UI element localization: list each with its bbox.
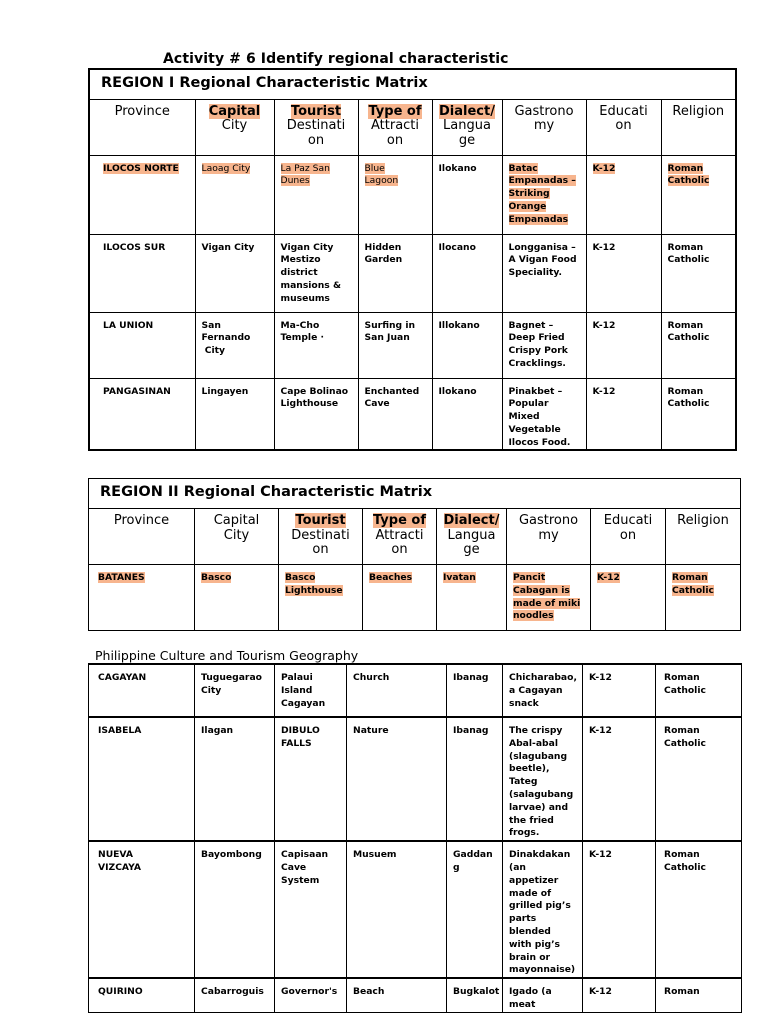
region1-matrix [88, 68, 737, 451]
cell-religion: Roman [656, 978, 742, 1012]
header-dialect: Dialect/ Langua ge [432, 99, 502, 155]
cell-dialect: Gaddan g [447, 841, 503, 978]
cell-province: ILOCOS NORTE [89, 155, 195, 234]
header-province: Province [89, 99, 195, 155]
cell-religion: Roman Catholic [661, 312, 736, 378]
table-row [89, 378, 736, 450]
cell-gastronomy: Chicharabao, a Cagayan snack [503, 664, 583, 717]
cell-attraction: Enchanted Cave [358, 378, 432, 450]
table-row [89, 234, 736, 312]
cell-attraction: Blue Lagoon [358, 155, 432, 234]
cell-province: NUEVA VIZCAYA [89, 841, 195, 978]
cell-province: LA UNION [89, 312, 195, 378]
document-footer: Philippine Culture and Tourism Geography [95, 648, 359, 663]
cell-education: K-12 [586, 312, 661, 378]
cell-dialect: Ilokano [432, 378, 502, 450]
cell-capital: Ilagan [195, 717, 275, 841]
cell-attraction: Beach [347, 978, 447, 1012]
cell-capital: Vigan City [195, 234, 274, 312]
cell-dialect: Ibanag [447, 664, 503, 717]
cell-gastronomy: Pancit Cabagan is made of miki noodles [507, 565, 591, 631]
cell-tourist: Cape Bolinao Lighthouse [274, 378, 358, 450]
header-tourist: Tourist Destinati on [274, 99, 358, 155]
cell-tourist: Basco Lighthouse [279, 565, 363, 631]
cell-religion: Roman Catholic [661, 234, 736, 312]
table-row [89, 155, 736, 234]
cell-religion: Roman Catholic [656, 664, 742, 717]
cell-tourist: Ma-Cho Temple · [274, 312, 358, 378]
cell-tourist: DIBULO FALLS [275, 717, 347, 841]
cell-education: K-12 [583, 978, 656, 1012]
cell-attraction: Hidden Garden [358, 234, 432, 312]
cell-education: K-12 [586, 378, 661, 450]
table-row [89, 841, 742, 978]
cell-province: ISABELA [89, 717, 195, 841]
header-education: Educati on [591, 509, 666, 565]
region2-matrix [88, 478, 741, 631]
cell-gastronomy: The crispy Abal-abal (slagubang beetle), Tateg (salagubang larvae) and the fried frogs. [503, 717, 583, 841]
table-row [89, 312, 736, 378]
cell-gastronomy: Bagnet – Deep Fried Crispy Pork Cracklings. [502, 312, 586, 378]
header-tourist: Tourist Destinati on [279, 509, 363, 565]
cell-tourist: Capisaan Cave System [275, 841, 347, 978]
header-capital: Capital City [195, 509, 279, 565]
cell-gastronomy: Pinakbet – Popular Mixed Vegetable Ilocos Food. [502, 378, 586, 450]
cell-religion: Roman Catholic [656, 717, 742, 841]
header-education: Educati on [586, 99, 661, 155]
cell-tourist: Vigan City Mestizo district mansions & museums [274, 234, 358, 312]
cell-capital: Laoag City [195, 155, 274, 234]
cell-dialect: Ilokano [432, 155, 502, 234]
cell-province: PANGASINAN [89, 378, 195, 450]
cell-capital: Bayombong [195, 841, 275, 978]
header-gastronomy: Gastrono my [502, 99, 586, 155]
region1-header-row [89, 99, 736, 155]
table-row [89, 664, 742, 717]
region1-title: REGION I Regional Characteristic Matrix [89, 69, 736, 99]
cell-capital: San Fernando City [195, 312, 274, 378]
table-row [89, 717, 742, 841]
cell-gastronomy: Longganisa – A Vigan Food Speciality. [502, 234, 586, 312]
cell-tourist: Palaui Island Cagayan [275, 664, 347, 717]
activity-title: Activity # 6 Identify regional characteristic [163, 51, 509, 67]
cell-education: K-12 [583, 841, 656, 978]
cell-dialect: Bugkalot [447, 978, 503, 1012]
header-type: Type of Attracti on [358, 99, 432, 155]
header-dialect: Dialect/ Langua ge [437, 509, 507, 565]
cell-attraction: Beaches [363, 565, 437, 631]
header-religion: Religion [661, 99, 736, 155]
header-province: Province [89, 509, 195, 565]
table-row [89, 978, 742, 1012]
cell-religion: Roman Catholic [666, 565, 741, 631]
cell-capital: Cabarroguis [195, 978, 275, 1012]
cell-capital: Tuguegarao City [195, 664, 275, 717]
cell-province: ILOCOS SUR [89, 234, 195, 312]
cell-province: QUIRINO [89, 978, 195, 1012]
region2-title: REGION II Regional Characteristic Matrix [89, 479, 741, 509]
cell-gastronomy: Dinakdakan (an appetizer made of grilled pig’s parts blended with pig’s brain or mayonnaise) [503, 841, 583, 978]
cell-religion: Roman Catholic [661, 378, 736, 450]
cell-education: K-12 [583, 717, 656, 841]
cell-dialect: Ibanag [447, 717, 503, 841]
header-gastronomy: Gastrono my [507, 509, 591, 565]
cell-capital: Basco [195, 565, 279, 631]
table-row [89, 565, 741, 631]
cell-dialect: Ivatan [437, 565, 507, 631]
cell-tourist: La Paz San Dunes [274, 155, 358, 234]
header-type: Type of Attracti on [363, 509, 437, 565]
cell-dialect: Illokano [432, 312, 502, 378]
cell-attraction: Nature [347, 717, 447, 841]
cell-attraction: Musuem [347, 841, 447, 978]
header-capital: Capital City [195, 99, 274, 155]
region2-continuation [88, 663, 742, 1013]
cell-gastronomy: Igado (a meat [503, 978, 583, 1012]
cell-education: K-12 [591, 565, 666, 631]
region2-header-row [89, 509, 741, 565]
cell-education: K-12 [586, 234, 661, 312]
cell-tourist: Governor's [275, 978, 347, 1012]
cell-education: K-12 [586, 155, 661, 234]
cell-dialect: Ilocano [432, 234, 502, 312]
cell-education: K-12 [583, 664, 656, 717]
cell-religion: Roman Catholic [656, 841, 742, 978]
cell-religion: Roman Catholic [661, 155, 736, 234]
cell-gastronomy: Batac Empanadas – Striking Orange Empanadas [502, 155, 586, 234]
cell-province: CAGAYAN [89, 664, 195, 717]
header-religion: Religion [666, 509, 741, 565]
cell-attraction: Surfing in San Juan [358, 312, 432, 378]
cell-attraction: Church [347, 664, 447, 717]
cell-capital: Lingayen [195, 378, 274, 450]
cell-province: BATANES [89, 565, 195, 631]
